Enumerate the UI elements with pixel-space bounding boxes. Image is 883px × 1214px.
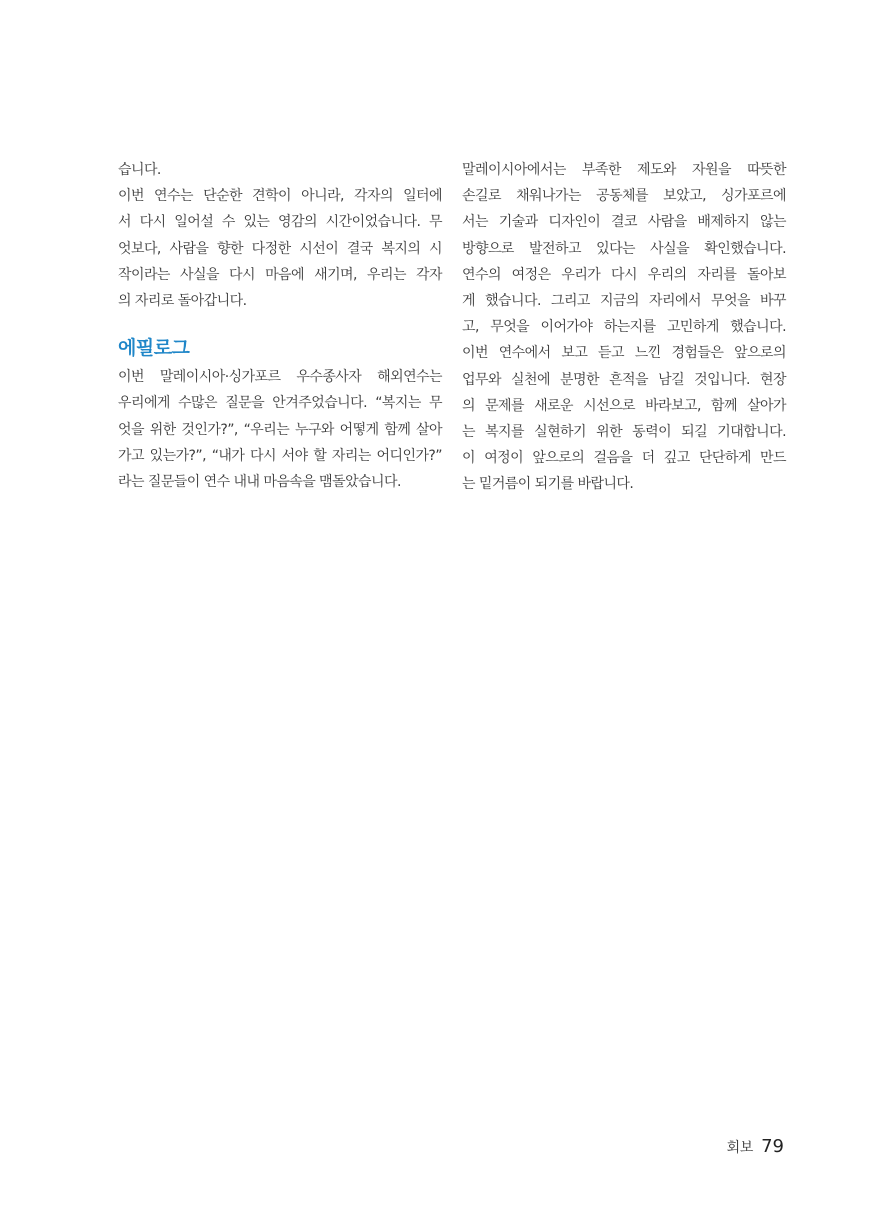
body-line: 이번 연수에서 보고 듣고 느낀 경험들은 앞으로의 <box>462 345 786 362</box>
page-footer <box>727 1136 784 1157</box>
body-line: 엇을 위한 것인가?”, “우리는 누구와 어떻게 함께 살아 <box>118 421 442 438</box>
body-line: 는 복지를 실현하기 위한 동력이 되길 기대합니다. <box>462 423 786 440</box>
body-line: 이번 말레이시아·싱가포르 우수종사자 해외연수는 <box>118 369 442 386</box>
publication-label: 회보 <box>726 1140 754 1156</box>
body-line: 엇보다, 사람을 향한 다정한 시선이 결국 복지의 시 <box>118 240 442 257</box>
body-line: 손길로 채워나가는 공동체를 보았고, 싱가포르에 <box>462 188 786 205</box>
body-line: 게 했습니다. 그리고 지금의 자리에서 무엇을 바꾸 <box>462 292 786 309</box>
body-line: 이 여정이 앞으로의 걸음을 더 깊고 단단하게 만드 <box>462 450 786 467</box>
body-line: 서 다시 일어설 수 있는 영감의 시간이었습니다. 무 <box>118 214 442 231</box>
body-line: 이번 연수는 단순한 견학이 아니라, 각자의 일터에 <box>118 188 442 205</box>
body-line: 는 밑거름이 되기를 바랍니다. <box>462 476 634 493</box>
body-line: 고, 무엇을 이어가야 하는지를 고민하게 했습니다. <box>462 319 786 336</box>
body-line: 라는 질문들이 연수 내내 마음속을 맴돌았습니다. <box>118 473 401 490</box>
body-line: 서는 기술과 디자인이 결코 사람을 배제하지 않는 <box>462 214 786 231</box>
body-line: 우리에게 수많은 질문을 안겨주었습니다. “복지는 무 <box>118 395 442 412</box>
left-column <box>118 157 442 495</box>
body-line: 업무와 실천에 분명한 흔적을 남길 것입니다. 현장 <box>462 371 786 388</box>
body-line: 가고 있는가?”, “내가 다시 서야 할 자리는 어디인가?” <box>118 447 442 464</box>
page-number: 79 <box>761 1136 784 1157</box>
body-line: 연수의 여정은 우리가 다시 우리의 자리를 돌아보 <box>462 266 786 283</box>
section-heading-epilogue: 에필로그 <box>118 337 190 360</box>
body-line: 방향으로 발전하고 있다는 사실을 확인했습니다. <box>462 240 786 257</box>
right-column <box>462 157 786 497</box>
body-line: 습니다. <box>118 162 161 178</box>
body-line: 의 문제를 새로운 시선으로 바라보고, 함께 살아가 <box>462 397 786 414</box>
body-line: 의 자리로 돌아갑니다. <box>118 292 247 309</box>
body-line: 말레이시아에서는 부족한 제도와 자원을 따뜻한 <box>462 162 786 178</box>
body-line: 작이라는 사실을 다시 마음에 새기며, 우리는 각자 <box>118 266 442 283</box>
